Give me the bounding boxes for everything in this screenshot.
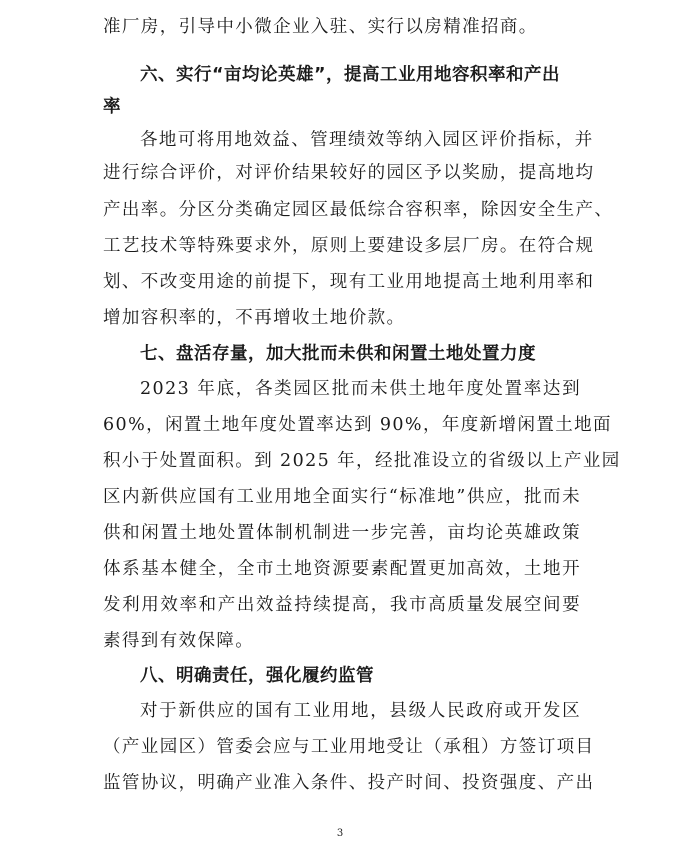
- paragraph-line: 对于新供应的国有工业用地，县级人民政府或开发区: [140, 701, 581, 721]
- paragraph-line: （产业园区）管委会应与工业用地受让（承租）方签订项目: [103, 737, 595, 757]
- paragraph-line: 进行综合评价，对评价结果较好的园区予以奖励，提高地均: [103, 163, 595, 183]
- section-heading-7: 七、盘活存量，加大批而未供和闲置土地处置力度: [140, 344, 536, 364]
- paragraph-line: 素得到有效保障。: [103, 631, 255, 651]
- paragraph-line: 供和闲置土地处置体制机制进一步完善，亩均论英雄政策: [103, 523, 581, 543]
- page-number: 3: [336, 828, 344, 839]
- paragraph-line: 体系基本健全，全市土地资源要素配置更加高效，土地开: [103, 559, 581, 579]
- paragraph-line: 区内新供应国有工业用地全面实行“标准地”供应，批而未: [103, 487, 581, 507]
- section-heading-6-continued: 率: [103, 97, 121, 117]
- paragraph-line: 产出率。分区分类确定园区最低综合容积率，除因安全生产、: [103, 200, 614, 220]
- paragraph-line: 监管协议，明确产业准入条件、投产时间、投资强度、产出: [103, 773, 595, 793]
- paragraph-line: 60%，闲置土地年度处置率达到 90%，年度新增闲置土地面: [103, 415, 612, 435]
- paragraph-line: 准厂房，引导中小微企业入驻、实行以房精准招商。: [103, 17, 538, 37]
- paragraph-line: 划、不改变用途的前提下，现有工业用地提高土地利用率和: [103, 272, 595, 292]
- section-heading-6: 六、实行“亩均论英雄”，提高工业用地容积率和产出: [140, 65, 561, 85]
- paragraph-line: 增加容积率的，不再增收土地价款。: [103, 308, 406, 328]
- paragraph-line: 各地可将用地效益、管理绩效等纳入园区评价指标，并: [140, 130, 594, 150]
- paragraph-line: 积小于处置面积。到 2025 年，经批准设立的省级以上产业园: [103, 451, 621, 471]
- paragraph-line: 2023 年底，各类园区批而未供土地年度处置率达到: [140, 379, 581, 399]
- paragraph-line: 工艺技术等特殊要求外，原则上要建设多层厂房。在符合规: [103, 236, 595, 256]
- section-heading-8: 八、明确责任，强化履约监管: [140, 666, 374, 686]
- paragraph-line: 发利用效率和产出效益持续提高，我市高质量发展空间要: [103, 595, 581, 615]
